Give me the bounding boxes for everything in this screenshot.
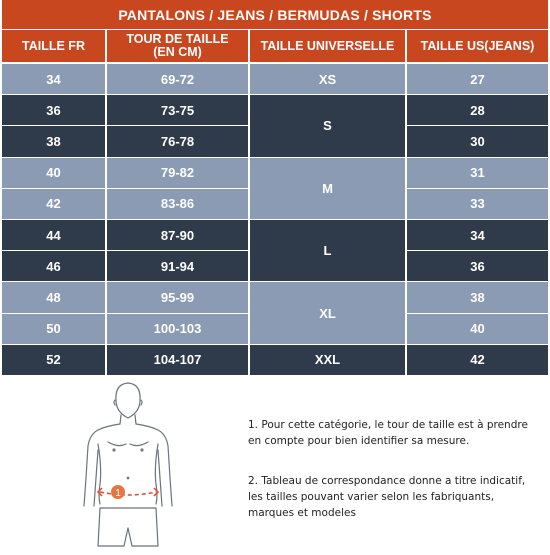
cell-taille-us: 27 <box>407 64 548 94</box>
cell-taille-us: 42 <box>407 345 548 375</box>
header-taille-universelle: TAILLE UNIVERSELLE <box>250 30 405 62</box>
waist-measure-line <box>100 492 156 495</box>
cell-taille-fr: 42 <box>2 189 105 219</box>
torso-outline-icon <box>78 378 178 550</box>
cell-taille-us: 28 <box>407 95 548 125</box>
cell-taille-fr: 52 <box>2 345 105 375</box>
header-tour-de-taille: TOUR DE TAILLE (EN CM) <box>107 30 248 62</box>
cell-tour-de-taille: 76-78 <box>107 126 248 156</box>
body-measurement-illustration <box>78 378 178 550</box>
note-2: 2. Tableau de correspondance donne a titre indicatif, les tailles pouvant varier selon les fabriquants, marques et modeles <box>248 475 526 519</box>
cell-tour-de-taille: 87-90 <box>107 220 248 250</box>
cell-taille-universelle: L <box>250 220 405 281</box>
cell-taille-us: 33 <box>407 189 548 219</box>
header-taille-us: TAILLE US(JEANS) <box>407 30 548 62</box>
cell-taille-fr: 34 <box>2 64 105 94</box>
header-taille-fr: TAILLE FR <box>2 30 105 62</box>
note-1: 1. Pour cette catégorie, le tour de taille est à prendre en compte pour bien identifier sa mesure. <box>248 419 528 447</box>
cell-taille-universelle: XL <box>250 282 405 343</box>
cell-tour-de-taille: 100-103 <box>107 314 248 344</box>
cell-taille-fr: 36 <box>2 95 105 125</box>
cell-taille-universelle: M <box>250 158 405 219</box>
table-title: PANTALONS / JEANS / BERMUDAS / SHORTS <box>2 0 548 29</box>
cell-taille-us: 30 <box>407 126 548 156</box>
cell-taille-universelle: S <box>250 95 405 156</box>
cell-tour-de-taille: 83-86 <box>107 189 248 219</box>
cell-taille-fr: 46 <box>2 251 105 281</box>
size-chart-table <box>2 0 548 377</box>
cell-taille-us: 34 <box>407 220 548 250</box>
cell-taille-us: 31 <box>407 158 548 188</box>
cell-taille-fr: 40 <box>2 158 105 188</box>
cell-taille-us: 40 <box>407 314 548 344</box>
cell-tour-de-taille: 79-82 <box>107 158 248 188</box>
cell-taille-us: 36 <box>407 251 548 281</box>
cell-tour-de-taille: 69-72 <box>107 64 248 94</box>
measurement-marker-label: 1 <box>115 488 121 499</box>
cell-taille-fr: 44 <box>2 220 105 250</box>
cell-taille-universelle: XXL <box>250 345 405 375</box>
cell-tour-de-taille: 104-107 <box>107 345 248 375</box>
cell-taille-fr: 50 <box>2 314 105 344</box>
cell-taille-fr: 48 <box>2 282 105 312</box>
cell-taille-universelle: XS <box>250 64 405 94</box>
cell-taille-fr: 38 <box>2 126 105 156</box>
cell-tour-de-taille: 91-94 <box>107 251 248 281</box>
cell-tour-de-taille: 95-99 <box>107 282 248 312</box>
cell-taille-us: 38 <box>407 282 548 312</box>
cell-tour-de-taille: 73-75 <box>107 95 248 125</box>
